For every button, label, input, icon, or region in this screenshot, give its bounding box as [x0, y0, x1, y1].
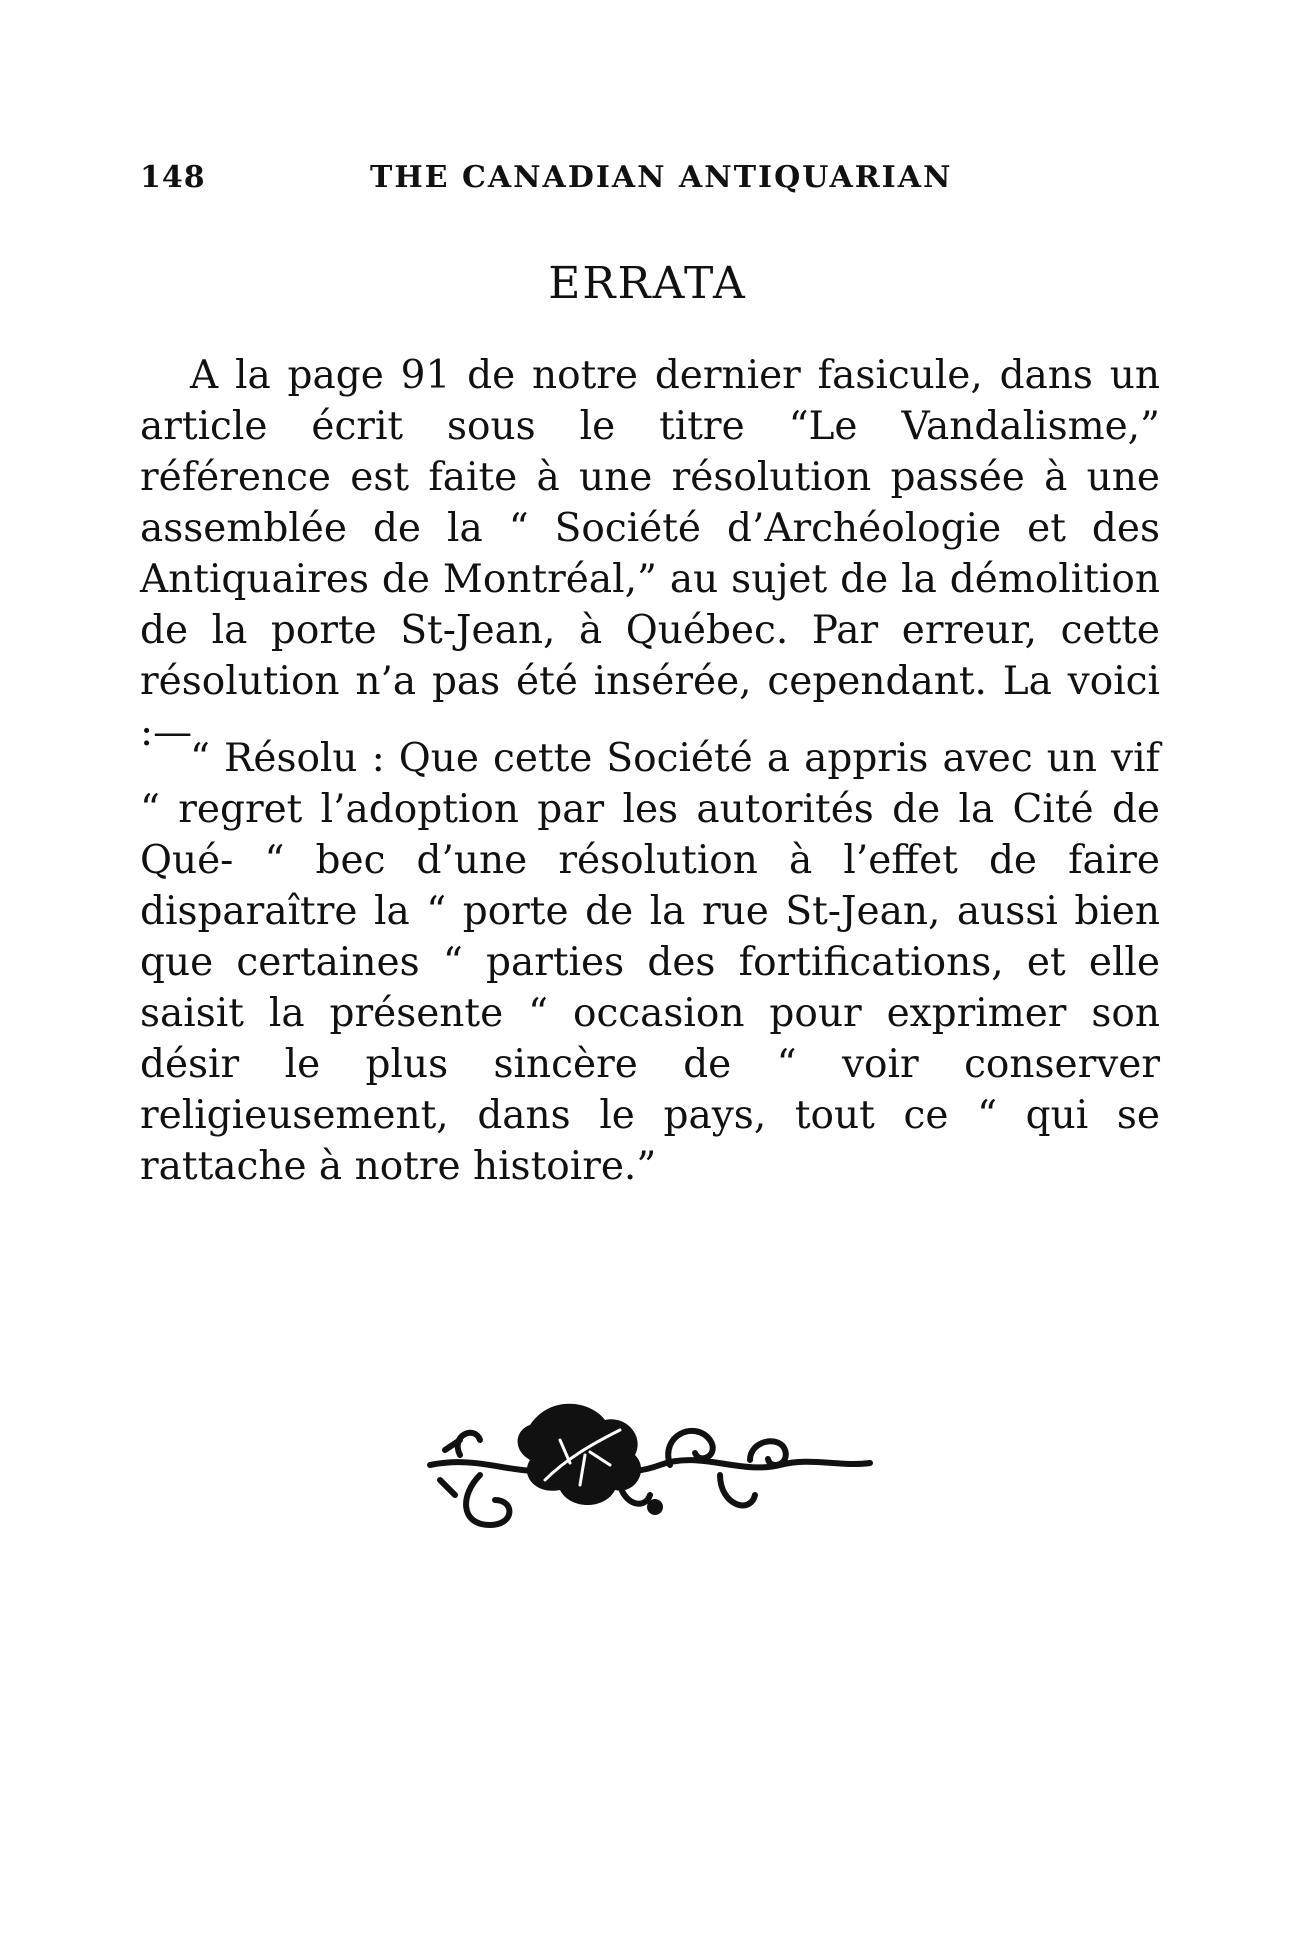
vine-leaf-ornament-icon: [420, 1385, 880, 1545]
page-number: 148: [140, 160, 206, 195]
section-heading: ERRATA: [548, 258, 747, 309]
journal-title: THE CANADIAN ANTIQUARIAN: [370, 160, 953, 195]
errata-paragraph: A la page 91 de notre dernier fasicule, dans un article écrit sous le titre “Le Vandalisme,” référence est faite à une résolution passée à une assemblée de la “ Société d’Archéologie et des Antiquaires de Montréal,” au sujet de la démolition de la porte St-Jean, à Québec. Par erreur, cette résolution n’a pas été insérée, cependant. La voici :—: [140, 353, 1160, 755]
resolution-quote-paragraph: “ Résolu : Que cette Société a appris avec un vif “ regret l’adoption par les autorités de la Cité de Qué- “ bec d’une résolution à l’effet de faire disparaître la “ porte de la rue St-Jean, aussi bien que certaines “ parties des fortifications, et elle saisit la présente “ occasion pour exprimer son désir le plus sincère de “ voir conserver religieusement, dans le pays, tout ce “ qui se rattache à notre histoire.”: [140, 736, 1160, 1189]
running-head: [140, 160, 1160, 200]
